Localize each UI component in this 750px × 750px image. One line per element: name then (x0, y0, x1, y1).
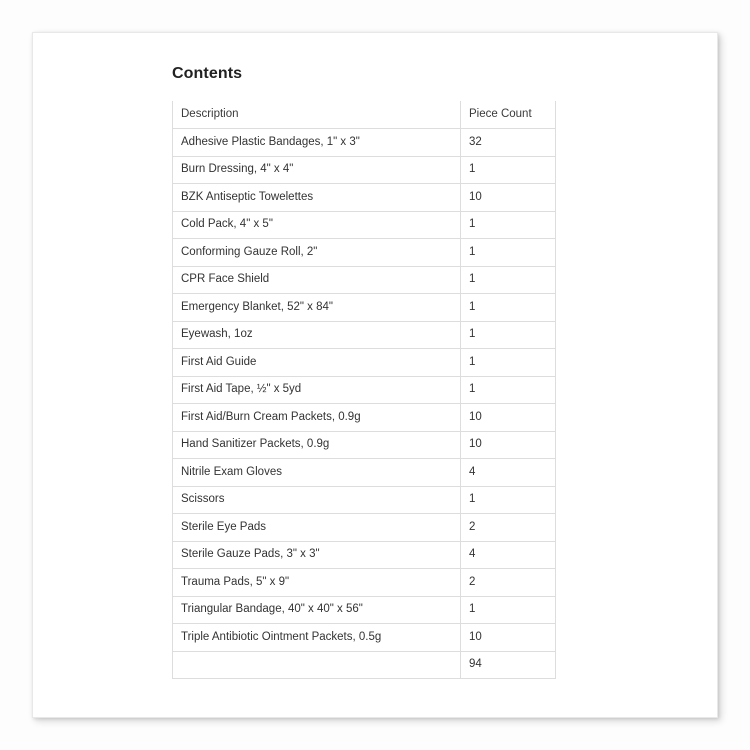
table-row (173, 596, 556, 624)
table-row (173, 459, 556, 487)
cell-description: Sterile Gauze Pads, 3" x 3" (173, 541, 461, 569)
cell-description: Hand Sanitizer Packets, 0.9g (173, 431, 461, 459)
table-row (173, 211, 556, 239)
cell-description: Trauma Pads, 5" x 9" (173, 569, 461, 597)
cell-piece-count: 32 (461, 129, 556, 157)
column-header-description: Description (173, 101, 461, 129)
cell-piece-count: 10 (461, 404, 556, 432)
cell-description: Nitrile Exam Gloves (173, 459, 461, 487)
cell-piece-count: 1 (461, 321, 556, 349)
cell-piece-count: 1 (461, 349, 556, 377)
cell-piece-count: 1 (461, 211, 556, 239)
cell-description: CPR Face Shield (173, 266, 461, 294)
cell-description: First Aid Guide (173, 349, 461, 377)
cell-description: Sterile Eye Pads (173, 514, 461, 542)
table-row (173, 321, 556, 349)
cell-piece-count: 1 (461, 239, 556, 267)
table-header-row (173, 101, 556, 129)
table-row (173, 486, 556, 514)
cell-description: Emergency Blanket, 52" x 84" (173, 294, 461, 322)
table-row (173, 129, 556, 157)
table-row (173, 349, 556, 377)
cell-piece-count: 1 (461, 486, 556, 514)
cell-piece-count: 4 (461, 541, 556, 569)
table-row (173, 514, 556, 542)
cell-description: Eyewash, 1oz (173, 321, 461, 349)
cell-description: Adhesive Plastic Bandages, 1" x 3" (173, 129, 461, 157)
contents-section (172, 64, 572, 679)
cell-description: BZK Antiseptic Towelettes (173, 184, 461, 212)
cell-description (173, 651, 461, 679)
table-row (173, 156, 556, 184)
table-row (173, 624, 556, 652)
cell-description: Triangular Bandage, 40" x 40" x 56" (173, 596, 461, 624)
table-row (173, 541, 556, 569)
cell-description: Triple Antibiotic Ointment Packets, 0.5g (173, 624, 461, 652)
table-row (173, 431, 556, 459)
cell-piece-count: 1 (461, 156, 556, 184)
table-body (173, 129, 556, 679)
cell-piece-count: 4 (461, 459, 556, 487)
table-row (173, 404, 556, 432)
cell-description: First Aid/Burn Cream Packets, 0.9g (173, 404, 461, 432)
cell-description: First Aid Tape, ½" x 5yd (173, 376, 461, 404)
page-title: Contents (172, 65, 243, 82)
cell-description: Burn Dressing, 4" x 4" (173, 156, 461, 184)
cell-description: Conforming Gauze Roll, 2" (173, 239, 461, 267)
cell-piece-count: 10 (461, 624, 556, 652)
cell-piece-count: 1 (461, 294, 556, 322)
cell-piece-count: 2 (461, 514, 556, 542)
column-header-piece-count: Piece Count (461, 101, 556, 129)
cell-description: Cold Pack, 4" x 5" (173, 211, 461, 239)
cell-piece-count: 1 (461, 376, 556, 404)
table-row (173, 266, 556, 294)
contents-table (172, 101, 556, 679)
cell-piece-count: 1 (461, 266, 556, 294)
cell-piece-count: 10 (461, 431, 556, 459)
cell-piece-count: 1 (461, 596, 556, 624)
cell-piece-count: 94 (461, 651, 556, 679)
table-row (173, 376, 556, 404)
table-row (173, 569, 556, 597)
cell-piece-count: 2 (461, 569, 556, 597)
table-row (173, 294, 556, 322)
table-row (173, 184, 556, 212)
table-row (173, 239, 556, 267)
table-header (173, 101, 556, 129)
cell-description: Scissors (173, 486, 461, 514)
cell-piece-count: 10 (461, 184, 556, 212)
table-row (173, 651, 556, 679)
document-page-card (32, 32, 718, 718)
